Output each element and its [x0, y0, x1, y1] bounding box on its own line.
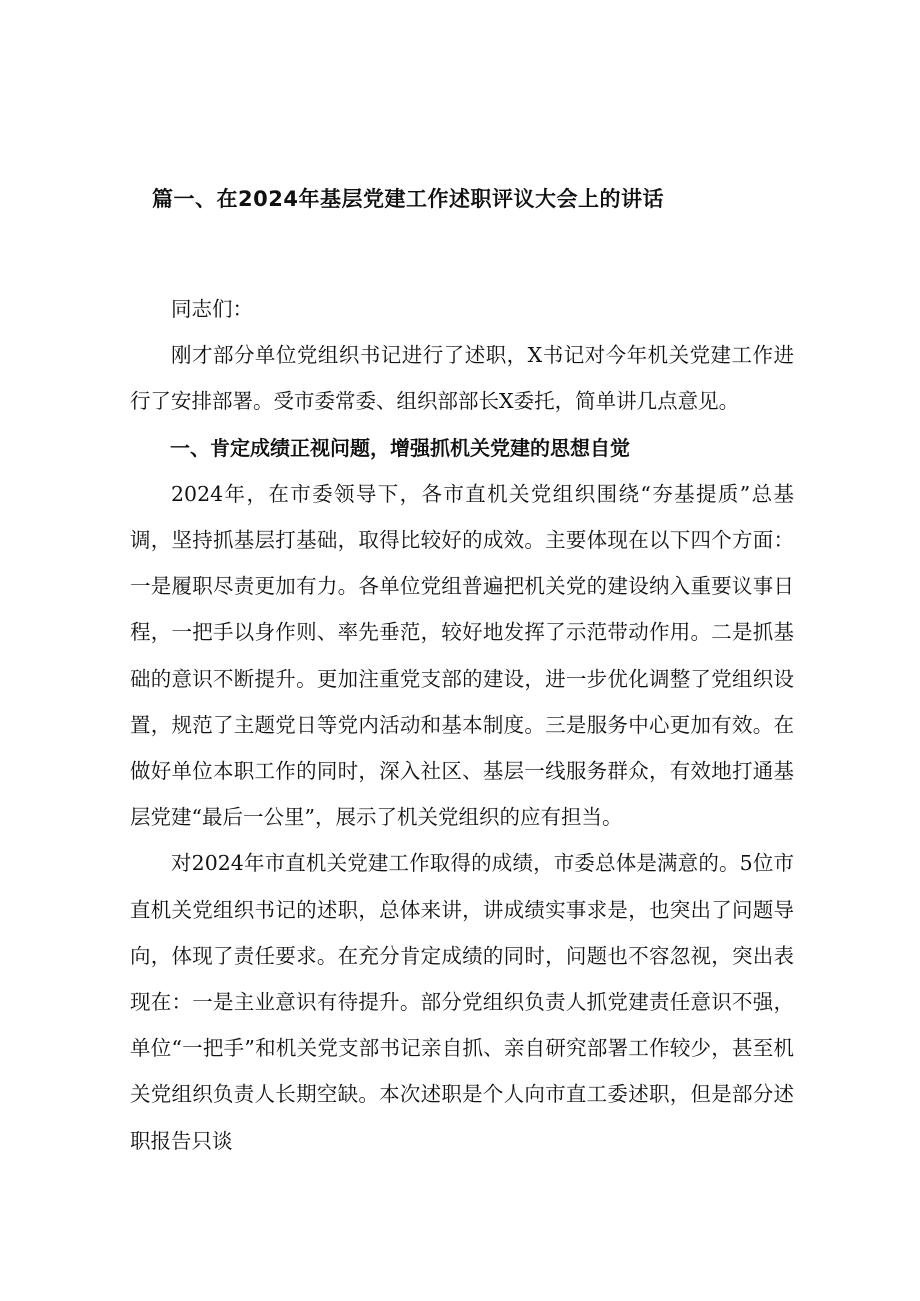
- document-body: [130, 286, 794, 1164]
- section-heading: 一、肯定成绩正视问题，增强抓机关党建的思想自觉: [170, 435, 630, 460]
- salutation: 同志们：: [171, 297, 253, 321]
- body-paragraph: 对2024年市直机关党建工作取得的成绩，市委总体是满意的。5位市直机关党组织书记的述职，总体来讲，讲成绩实事求是，也突出了问题导向，体现了责任要求。在充分肯定成绩的同时，问题也不容忽视，突出表现在：一是主业意识有待提升。部分党组织负责人抓党建责任意识不强，单位“一把手”和机关党支部书记亲自抓、亲自研究部署工作较少，甚至机关党组织负责人长期空缺。本次述职是个人向市直工委述职，但是部分述职报告只谈: [130, 851, 794, 1153]
- intro-paragraph: 刚才部分单位党组织书记进行了述职，X书记对今年机关党建工作进行了安排部署。受市委常委、组织部部长X委托，简单讲几点意见。: [130, 343, 794, 414]
- document-title: 篇一、在2024年基层党建工作述职评议大会上的讲话: [152, 187, 664, 211]
- body-paragraph: 2024年，在市委领导下，各市直机关党组织围绕“夯基提质”总基调，坚持抓基层打基础，取得比较好的成效。主要体现在以下四个方面：一是履职尽责更加有力。各单位党组普遍把机关党的建设纳入重要议事日程，一把手以身作则、率先垂范，较好地发挥了示范带动作用。二是抓基础的意识不断提升。更加注重党支部的建设，进一步优化调整了党组织设置，规范了主题党日等党内活动和基本制度。三是服务中心更加有效。在做好单位本职工作的同时，深入社区、基层一线服务群众，有效地打通基层党建“最后一公里”，展示了机关党组织的应有担当。: [130, 481, 794, 830]
